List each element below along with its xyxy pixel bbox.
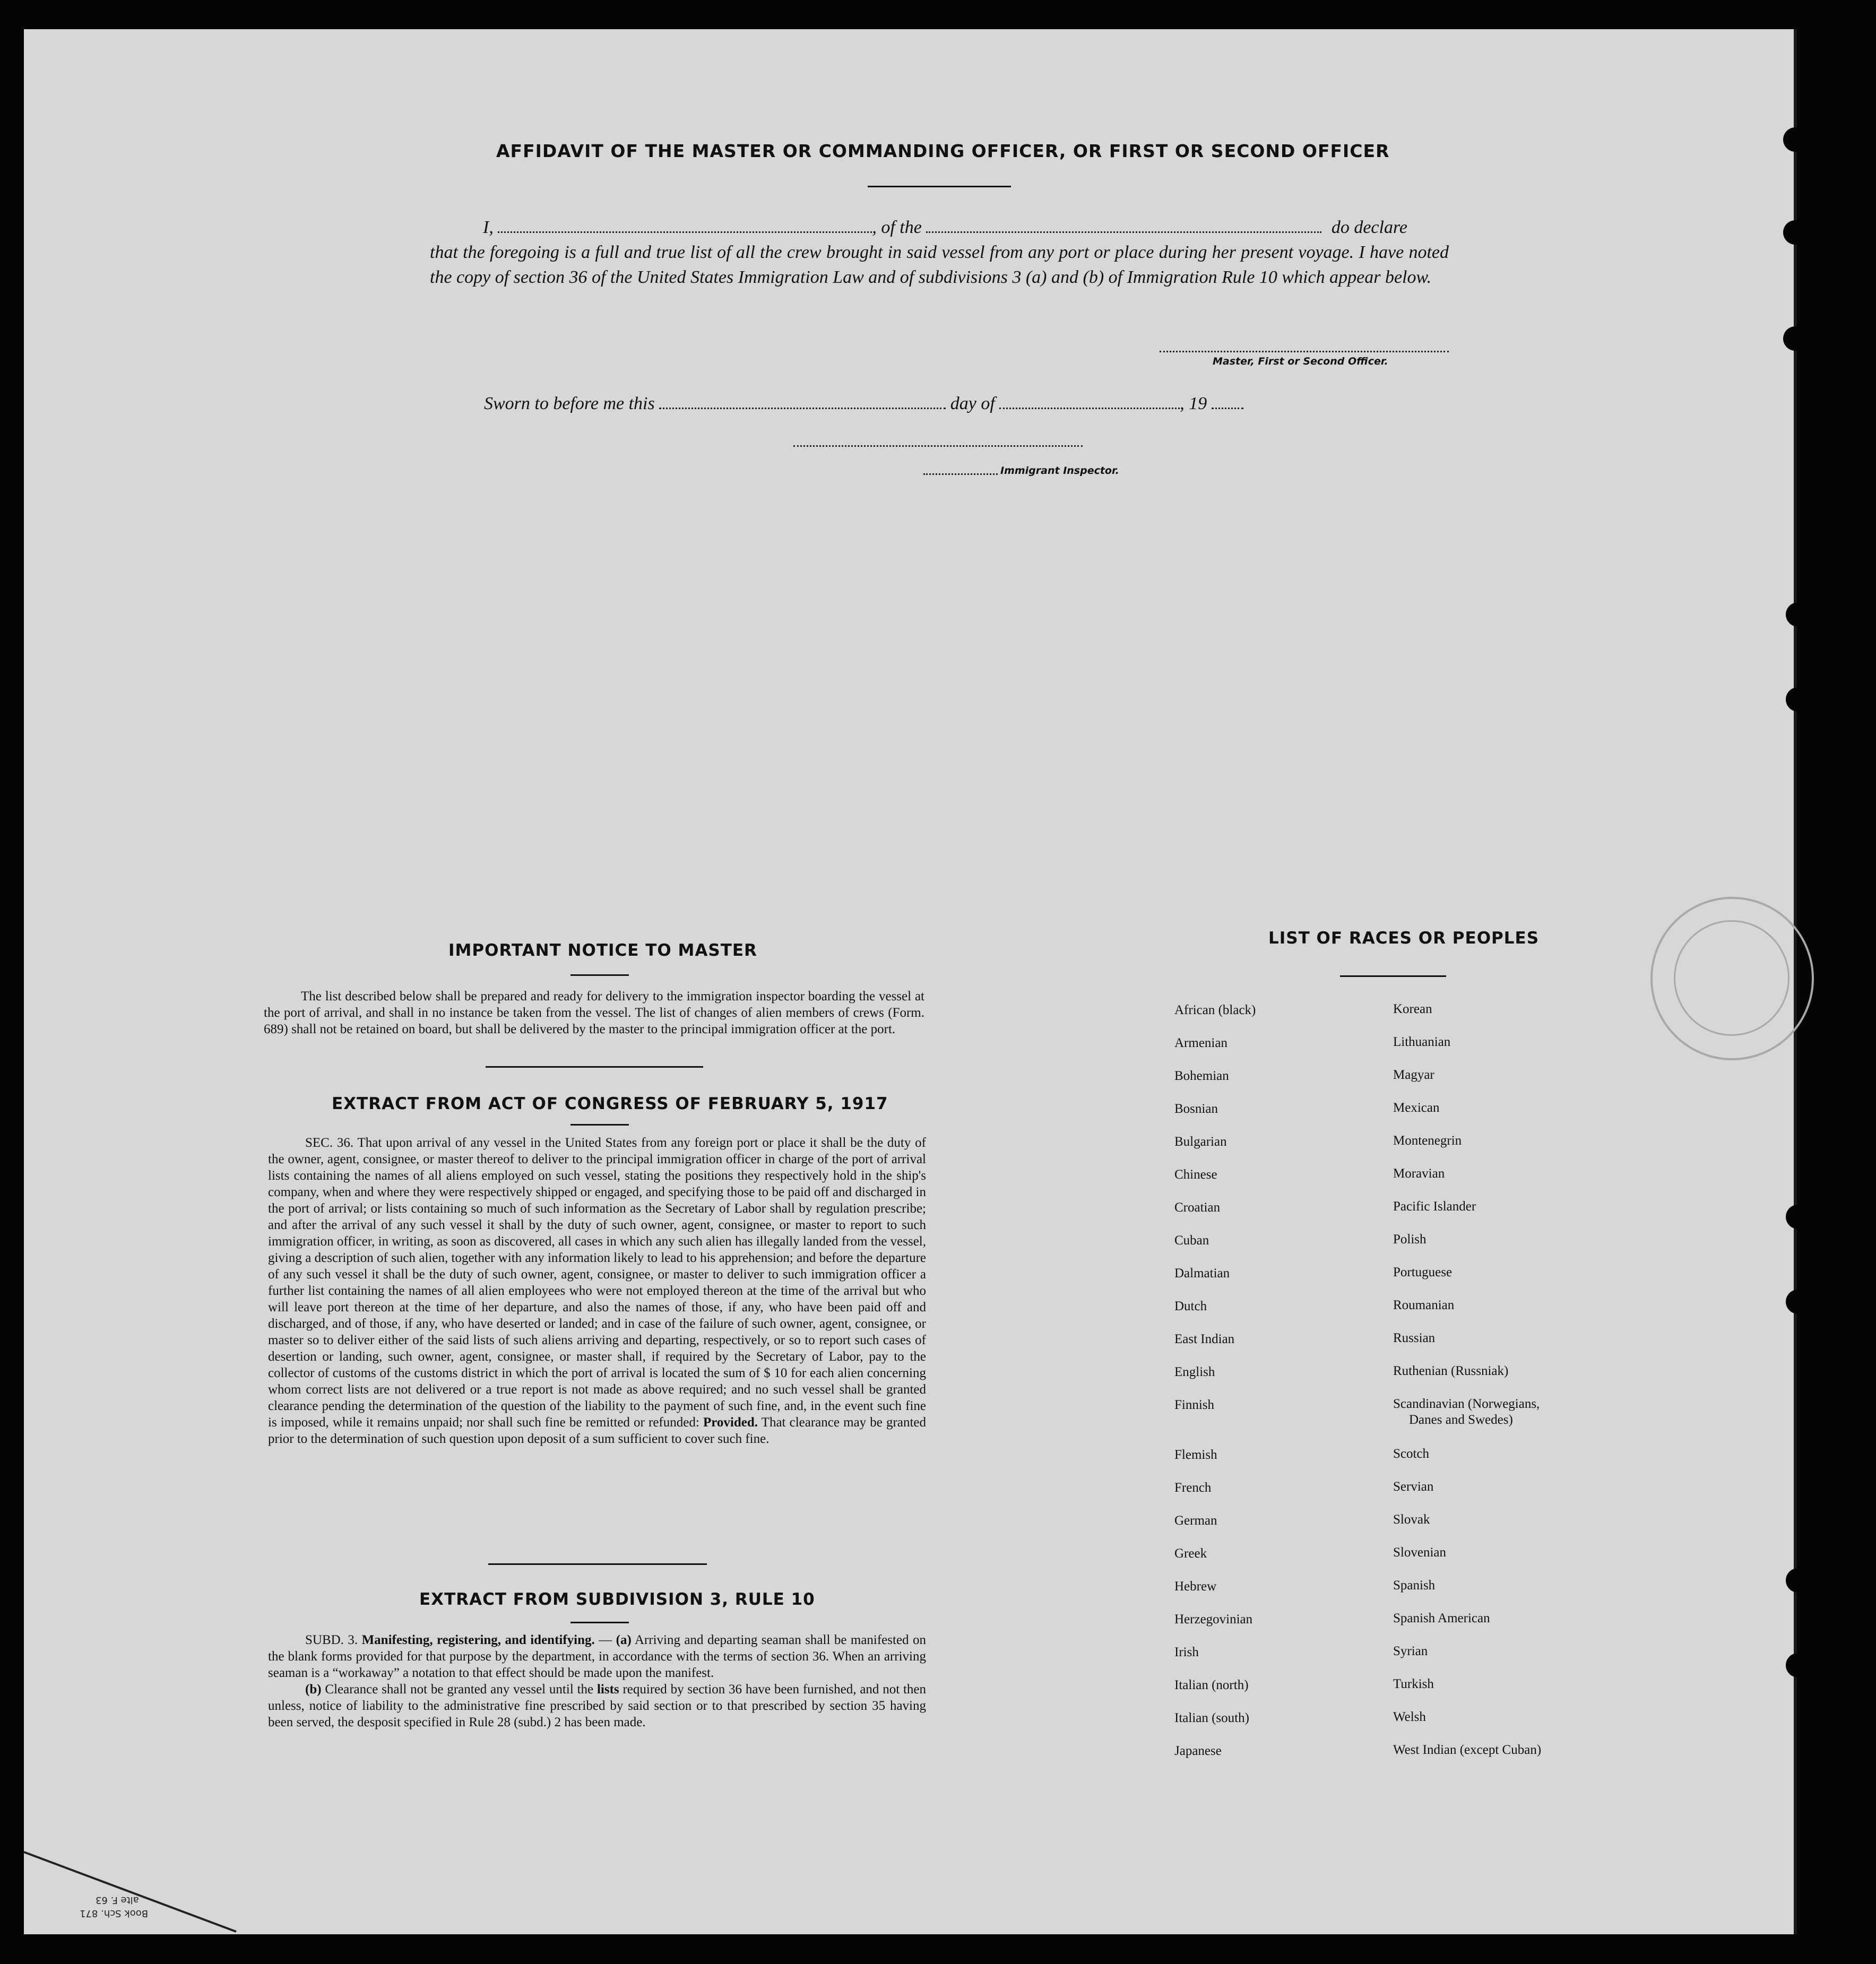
act-section-36: SEC. 36. That upon arrival of any vessel in the United States from any foreign port or place it shall be the duty of the owner, agent, consignee, or master thereof to deliver to the principal immigration officer in charge of the port of arrival lists containing the names of all aliens employed on such vessel, stating the positions they respectively hold in the ship's company, when and where they were respectively shipped or engaged, and specifying those to be paid off and discharged in the port of arrival; or lists containing so much of such information as the Secretary of Labor shall by regulation prescribe; and after the arrival of any such vessel it shall by the duty of such owner, agent, consignee, or master to report to such immigration officer, in writing, as soon as discovered, all cases in which any such alien has illegally landed from the vessel, giving a description of such alien, together with any information likely to lead to his apprehension; and before the departure of any such vessel it shall be the duty of such owner, agent, consignee, or master to deliver to such immigration officer a further list containing the names of all alien employees who were not employed thereon at the time of the arrival but who will leave port thereon at the time of her departure, and also the names of those, if any, who have been paid off and discharged, and of those, if any, who have deserted or landed; and in case of the failure of such owner, agent, consignee, or master so to deliver either of the said lists of such aliens arriving and departing, respectively, or so to report such cases of desertion or landing, such owner, agent, consignee, or master shall, if required by the Secretary of Labor, pay to the collector of customs of the customs district in which the port of arrival is located the sum of $ 10 for each alien concerning whom correct lists are not delivered or a true report is not made as above required; and no such vessel shall be granted clearance pending the determination of the question of the liability to the payment of such fine, and, in the event such fine is imposed, while it remains unpaid; nor shall such fine be remitted or refunded: [268,1136,926,1430]
punch-hole [1786,1290,1810,1314]
race-item: Irish [1174,1645,1199,1659]
act-title-rule [570,1124,629,1126]
race-item: African (black) [1174,1003,1256,1017]
punch-hole [1783,220,1808,245]
race-item: Greek [1174,1546,1207,1561]
official-seal-stamp [1650,897,1814,1060]
race-item: Bohemian [1174,1069,1229,1083]
race-item: Spanish American [1393,1611,1490,1625]
subdivision-b [268,1681,926,1731]
race-item: Hebrew [1174,1579,1217,1594]
affidavit-statement [430,215,1449,290]
race-item: Welsh [1393,1710,1426,1724]
act-text [268,1135,926,1447]
race-item: Moravian [1393,1166,1445,1181]
race-item: Dalmatian [1174,1266,1230,1281]
subd-b-text1: Clearance shall not be granted any vessel until the [325,1682,594,1697]
do-declare-label: do declare [1331,218,1408,237]
race-item: Ruthenian (Russniak) [1393,1364,1509,1378]
race-item: Mexican [1393,1101,1440,1115]
race-item: Italian (north) [1174,1678,1249,1692]
affidavit-title: AFFIDAVIT OF THE MASTER OR COMMANDING OFFICER, OR FIRST OR SECOND OFFICER [496,141,1390,161]
subdivision-title-rule [570,1622,629,1623]
race-item: Scandinavian (Norwegians, [1393,1397,1540,1411]
race-item: Polish [1393,1232,1427,1247]
subdivision-title: EXTRACT FROM SUBDIVISION 3, RULE 10 [419,1590,815,1609]
subd-b-bold: lists [596,1682,619,1697]
race-item: Cuban [1174,1233,1209,1248]
notice-title-rule [570,974,629,976]
notice-text: The list described below shall be prepared and ready for delivery to the immigration inspector boarding the vessel at the port of arrival, and shall in no instance be taken from the vessel. The list of changes of alien members of crews (Form. 689) shall not be retained on board, but shall be delivered by the master to the principal immigration officer at the port. [264,989,924,1036]
race-item: French [1174,1481,1212,1495]
inspector-signature-field[interactable] [793,443,1083,447]
act-title: EXTRACT FROM ACT OF CONGRESS OF FEBRUARY 5, 1917 [332,1094,888,1113]
race-item: Servian [1393,1480,1434,1494]
race-item: Spanish [1393,1578,1436,1593]
race-item: Herzegovinian [1174,1612,1253,1626]
race-item: Slovenian [1393,1545,1446,1560]
races-title: LIST OF RACES OR PEOPLES [1268,929,1540,948]
inspector-caption: Immigrant Inspector. [1000,465,1119,477]
subd-a-label: (a) [616,1633,632,1647]
affidavit-title-rule [868,186,1011,187]
race-item: Russian [1393,1331,1436,1345]
subd-b-text2: required by section 36 have been furnished, and not then unless, notice of liability to the administrative fine prescribed by said section or to that prescribed by section 35 having been served, the desposit specified in Rule 28 (subd.) 2 has been made. [268,1682,927,1729]
race-item: Armenian [1174,1036,1227,1050]
subd-a-bold: Manifesting, registering, and identifying. [361,1633,595,1647]
master-signature-caption: Master, First or Second Officer. [1213,356,1388,367]
act-text-end: That clearance may be granted prior to the determination of such question upon deposit of a sum sufficient to cover such fine. [268,1415,927,1446]
of-the-label: , of the [872,218,922,237]
race-item: Dutch [1174,1299,1207,1313]
race-item: Slovak [1393,1512,1430,1527]
affidavit-first-line [430,215,1449,240]
race-item: Italian (south) [1174,1711,1249,1725]
section-divider [488,1563,707,1565]
punch-hole [1786,1205,1810,1229]
race-item: Scotch [1393,1447,1430,1461]
subdivision-a [268,1632,926,1681]
race-item: English [1174,1365,1215,1379]
punch-hole [1786,1653,1810,1677]
punch-hole [1786,602,1810,627]
race-item: Magyar [1393,1068,1434,1082]
race-item: East Indian [1174,1332,1235,1346]
master-name-field[interactable] [498,229,872,233]
subd-prefix: SUBD. 3. [305,1633,358,1647]
section-divider [486,1066,703,1068]
corner-fold [24,1847,247,1937]
notice-title: IMPORTANT NOTICE TO MASTER [448,941,757,960]
race-item: Bulgarian [1174,1135,1227,1149]
sworn-line [484,391,1243,416]
day-of-label: day of [950,394,995,413]
race-item: Montenegrin [1393,1134,1462,1148]
race-item: Pacific Islander [1393,1199,1476,1214]
race-item: Japanese [1174,1744,1222,1758]
corner-note-1: alte F. 63 [96,1894,139,1906]
year-label: , 19 [1180,394,1207,413]
race-item: Lithuanian [1393,1035,1451,1049]
subd-b-label: (b) [305,1682,322,1697]
race-item: Chinese [1174,1167,1217,1182]
race-item: Flemish [1174,1448,1217,1462]
punch-hole [1783,127,1808,152]
races-title-rule [1340,975,1446,977]
sworn-year-field[interactable] [1212,405,1243,409]
race-item: West Indian (except Cuban) [1393,1743,1542,1757]
affidavit-body: that the foregoing is a full and true list of all the crew brought in said vessel from any port or place during her present voyage. I have noted the copy of section 36 of the United States Immigration Law and of subdivisions 3 (a) and (b) of Immigration Rule 10 which appear below. [430,243,1449,287]
official-seal-inner-ring [1674,920,1789,1036]
corner-note-2: Book Sch. 871 [80,1908,149,1919]
sworn-day-field[interactable] [659,405,946,409]
race-item: Syrian [1393,1644,1428,1658]
inspector-name-field[interactable] [923,471,998,475]
race-item: Croatian [1174,1200,1221,1215]
punch-hole [1783,326,1808,351]
act-provided: Provided. [703,1415,758,1430]
race-item: Korean [1393,1002,1432,1016]
race-item: Bosnian [1174,1102,1218,1116]
sworn-month-field[interactable] [999,405,1180,409]
race-item: Portuguese [1393,1265,1453,1279]
punch-hole [1786,687,1810,712]
race-item: Finnish [1174,1398,1215,1412]
subd-a-text: Arriving and departing seaman shall be manifested on the blank forms provided for that purpose by the department, in accordance with the terms of section 36. When an arriving seaman is a “workaway” a notation to that effect should be made upon the manifest. [268,1633,926,1680]
subd-dash: — [599,1633,612,1647]
vessel-name-field[interactable] [926,229,1321,233]
affidavit-i-label: I, [483,218,494,237]
punch-hole [1786,1568,1810,1593]
sworn-label: Sworn to before me this [484,394,655,413]
race-item: Danes and Swedes) [1409,1413,1513,1427]
race-item: Roumanian [1393,1298,1455,1312]
subdivision-text [268,1632,926,1731]
race-item: Turkish [1393,1677,1434,1691]
race-item: German [1174,1513,1217,1528]
master-signature-field[interactable] [1160,349,1449,352]
